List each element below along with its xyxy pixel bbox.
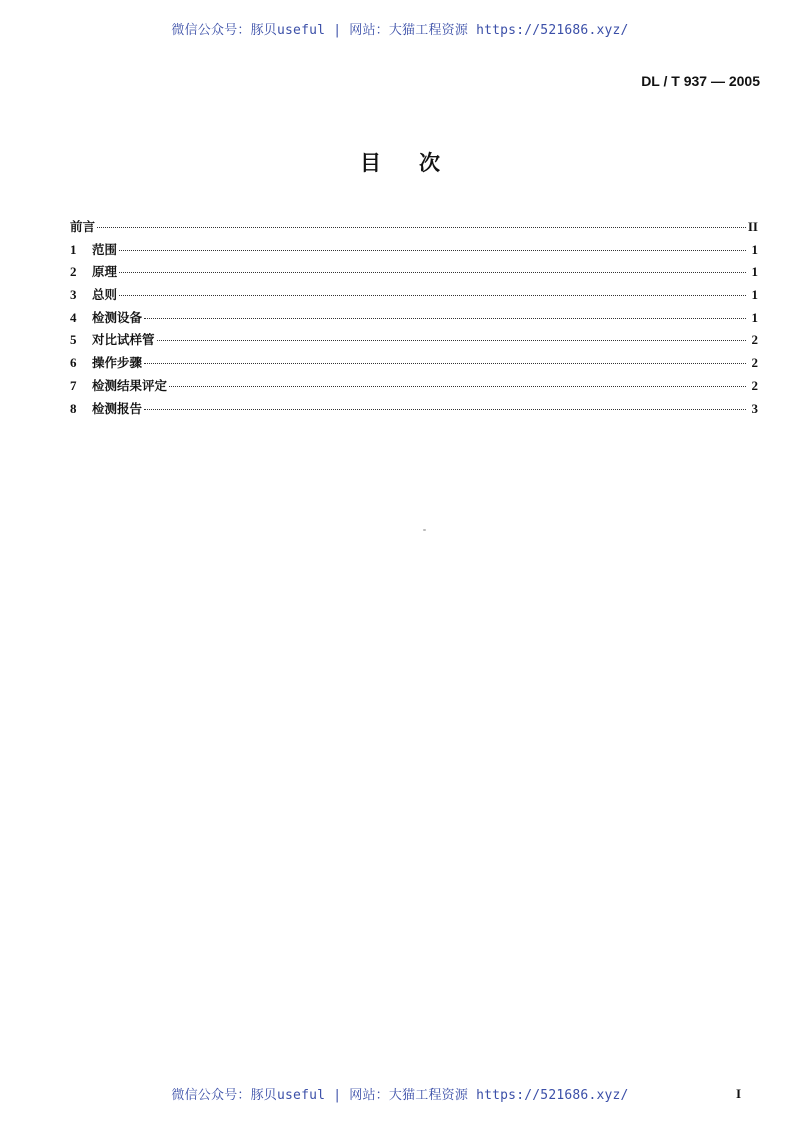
toc-entry-number: 2 [70, 264, 77, 280]
toc-entry-3[interactable] [70, 285, 758, 308]
toc-entry-number: 5 [70, 332, 77, 348]
watermark-top: 微信公众号：豚贝useful | 网站：大猫工程资源 https://521686.xyz/ [171, 23, 629, 38]
toc-entry-label: 范围 [92, 241, 118, 257]
toc-entry-number: 8 [70, 400, 77, 416]
toc-entry-label: 前言 [70, 219, 96, 234]
page-number: I [735, 1086, 741, 1101]
toc-leader-dots [169, 386, 746, 387]
toc-entry-foreword[interactable] [70, 217, 758, 240]
toc-leader-dots [119, 295, 746, 296]
toc-entry-label: 操作步骤 [92, 355, 143, 371]
toc-entry-8[interactable] [70, 399, 758, 422]
toc-entry-number: 3 [70, 287, 77, 303]
table-of-contents [70, 217, 758, 421]
toc-entry-label: 原理 [92, 264, 118, 280]
toc-entry-number: 1 [70, 241, 77, 257]
toc-entry-label: 总则 [92, 287, 118, 303]
toc-entry-label: 对比试样管 [92, 332, 155, 348]
toc-entry-label: 检测设备 [92, 309, 143, 325]
toc-leader-dots [119, 250, 746, 251]
toc-entry-number: 4 [70, 309, 77, 325]
toc-entry-1[interactable] [70, 240, 758, 263]
toc-entry-4[interactable] [70, 308, 758, 331]
toc-leader-dots [144, 409, 746, 410]
toc-entry-page: 1 [751, 287, 758, 303]
toc-leader-dots [144, 318, 746, 319]
toc-entry-page: 2 [751, 355, 758, 371]
toc-entry-page: 2 [751, 332, 758, 348]
toc-entry-page: II [747, 219, 758, 234]
toc-entry-page: 3 [751, 400, 758, 416]
toc-entry-label: 检测结果评定 [92, 377, 168, 393]
toc-entry-page: 1 [751, 309, 758, 325]
toc-entry-number: 6 [70, 355, 77, 371]
toc-entry-page: 1 [751, 241, 758, 257]
toc-leader-dots [157, 340, 746, 341]
toc-entry-number: 7 [70, 377, 77, 393]
toc-leader-dots [97, 227, 746, 228]
toc-entry-page: 1 [751, 264, 758, 280]
toc-entry-6[interactable] [70, 353, 758, 376]
toc-title: 目次 [360, 151, 478, 175]
standard-code: DL / T 937 — 2005 [641, 73, 760, 89]
toc-entry-page: 2 [751, 377, 758, 393]
watermark-bottom: 微信公众号：豚贝useful | 网站：大猫工程资源 https://521686.xyz/ [171, 1088, 629, 1103]
toc-entry-label: 检测报告 [92, 400, 143, 416]
toc-leader-dots [144, 363, 746, 364]
scan-speck [423, 529, 426, 531]
toc-entry-5[interactable] [70, 330, 758, 353]
toc-entry-2[interactable] [70, 262, 758, 285]
toc-entry-7[interactable] [70, 376, 758, 399]
toc-leader-dots [119, 272, 746, 273]
